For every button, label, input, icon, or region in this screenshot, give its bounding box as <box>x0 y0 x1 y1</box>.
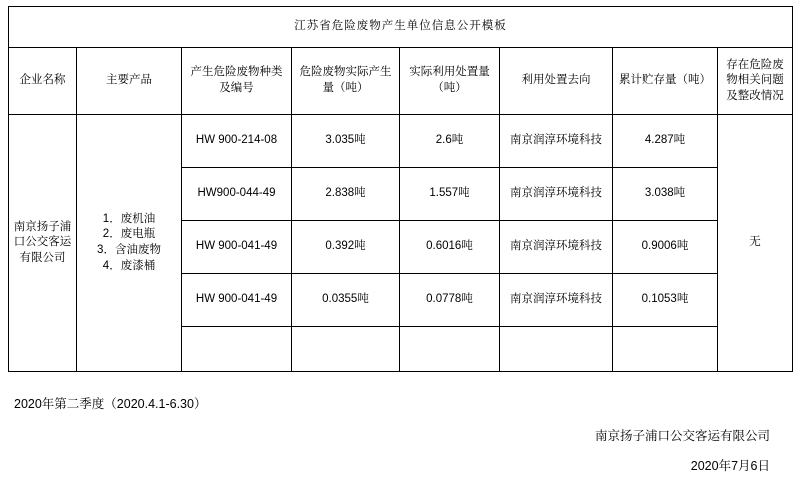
column-header-stored-amount: 累计贮存量（吨） <box>613 48 718 115</box>
disposed-amount-cell <box>400 327 500 372</box>
stored-amount-cell: 3.038吨 <box>613 168 718 221</box>
waste-code-cell: HW 900-214-08 <box>182 115 292 168</box>
destination-cell: 南京润淳环境科技 <box>500 221 613 274</box>
disposed-amount-cell: 0.6016吨 <box>400 221 500 274</box>
document-footer <box>8 394 792 474</box>
generated-amount-cell <box>292 327 400 372</box>
document-title: 江苏省危险废物产生单位信息公开模板 <box>9 7 793 48</box>
column-header-generated-amount: 危险废物实际产生量（吨） <box>292 48 400 115</box>
issues-cell: 无 <box>718 115 793 372</box>
main-products-cell <box>77 115 182 372</box>
generated-amount-cell: 0.0355吨 <box>292 274 400 327</box>
destination-cell: 南京润淳环境科技 <box>500 274 613 327</box>
disposed-amount-cell: 0.0778吨 <box>400 274 500 327</box>
column-header-disposed-amount: 实际利用处置量（吨） <box>400 48 500 115</box>
generated-amount-cell: 2.838吨 <box>292 168 400 221</box>
stored-amount-cell: 4.287吨 <box>613 115 718 168</box>
column-header-products: 主要产品 <box>77 48 182 115</box>
table-row <box>9 115 793 168</box>
waste-code-cell <box>182 327 292 372</box>
company-signature: 南京扬子浦口公交客运有限公司 <box>594 429 770 443</box>
stored-amount-cell <box>613 327 718 372</box>
disposed-amount-cell: 2.6吨 <box>400 115 500 168</box>
product-line: 1．废机油 <box>102 212 156 225</box>
generated-amount-cell: 0.392吨 <box>292 221 400 274</box>
destination-cell: 南京润淳环境科技 <box>500 115 613 168</box>
waste-code-cell: HW900-044-49 <box>182 168 292 221</box>
title-row <box>9 7 793 48</box>
column-header-destination: 利用处置去向 <box>500 48 613 115</box>
stored-amount-cell: 0.9006吨 <box>613 221 718 274</box>
column-header-waste-type-code: 产生危险废物种类及编号 <box>182 48 292 115</box>
waste-code-cell: HW 900-041-49 <box>182 221 292 274</box>
product-line: 4．废漆桶 <box>102 259 156 272</box>
header-row <box>9 48 793 115</box>
waste-code-cell: HW 900-041-49 <box>182 274 292 327</box>
product-line: 3．含油废物 <box>97 244 161 256</box>
disposed-amount-cell: 1.557吨 <box>400 168 500 221</box>
reporting-period: 2020年第二季度（2020.4.1-6.30） <box>14 397 207 411</box>
product-line: 2．废电瓶 <box>102 228 156 241</box>
destination-cell <box>500 327 613 372</box>
signature-date: 2020年7月6日 <box>690 459 770 473</box>
stored-amount-cell: 0.1053吨 <box>613 274 718 327</box>
column-header-issues: 存在危险废物相关问题及整改情况 <box>718 48 793 115</box>
company-name-cell: 南京扬子浦口公交客运有限公司 <box>9 115 77 372</box>
waste-disclosure-table <box>8 6 793 372</box>
destination-cell: 南京润淳环境科技 <box>500 168 613 221</box>
column-header-company: 企业名称 <box>9 48 77 115</box>
generated-amount-cell: 3.035吨 <box>292 115 400 168</box>
